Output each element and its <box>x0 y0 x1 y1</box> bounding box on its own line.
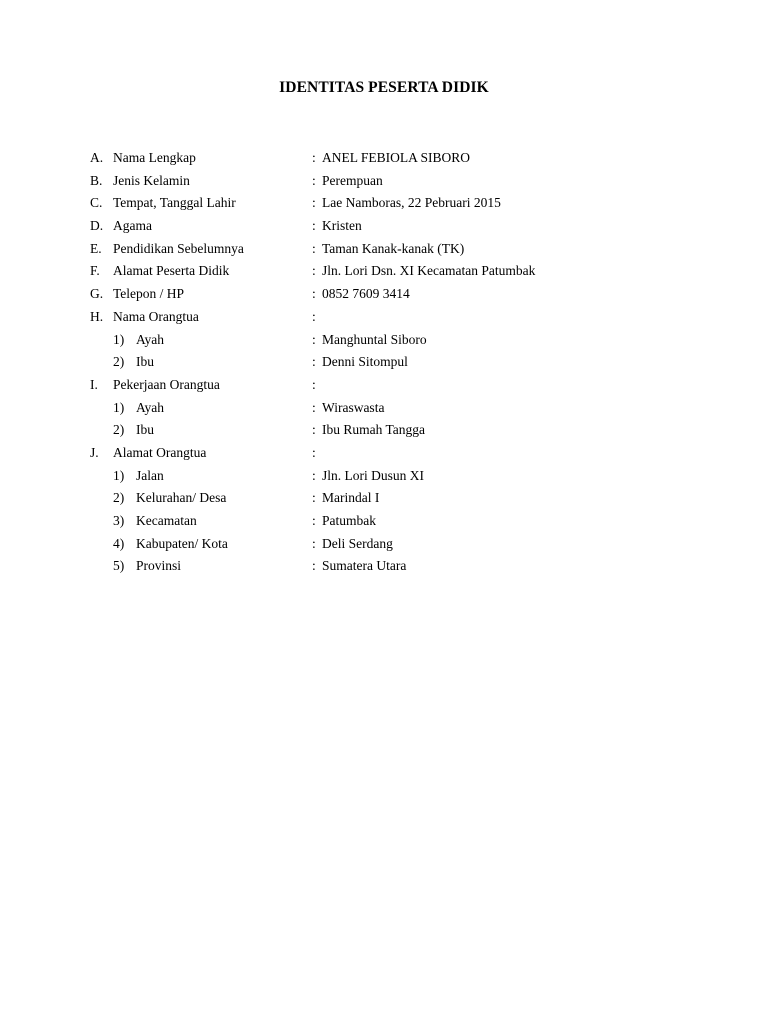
row-value: Denni Sitompul <box>322 354 408 370</box>
row-marker: 4) <box>113 535 125 551</box>
row-separator: : <box>312 513 316 528</box>
row-marker: E. <box>90 240 102 256</box>
identity-subrow <box>0 329 768 352</box>
row-value: Perempuan <box>322 172 383 188</box>
row-label: Nama Lengkap <box>113 150 196 165</box>
row-label: Ibu <box>136 422 154 438</box>
identity-subrow <box>0 419 768 442</box>
row-marker: 1) <box>113 399 125 415</box>
row-separator: : <box>312 422 316 438</box>
row-value: 0852 7609 3414 <box>322 286 410 302</box>
row-marker: 2) <box>113 490 125 506</box>
row-separator: : <box>312 286 316 302</box>
row-marker: I. <box>90 376 98 392</box>
row-label: Jenis Kelamin <box>113 172 190 188</box>
identity-row <box>0 170 768 193</box>
row-label: Ibu <box>136 354 154 370</box>
identity-row <box>0 192 768 215</box>
row-marker: A. <box>90 150 104 165</box>
identity-row <box>0 260 768 283</box>
row-value: Marindal I <box>322 490 380 506</box>
row-value: Kristen <box>322 218 362 234</box>
row-marker: H. <box>90 308 104 324</box>
row-marker: 1) <box>113 467 125 483</box>
row-separator: : <box>312 172 316 188</box>
row-separator: : <box>312 354 316 370</box>
row-label: Kecamatan <box>136 513 197 528</box>
row-separator: : <box>312 263 316 279</box>
identity-subrow <box>0 397 768 420</box>
row-marker: J. <box>90 444 99 460</box>
row-marker: 3) <box>113 513 125 528</box>
row-marker: B. <box>90 172 103 188</box>
row-label: Ayah <box>136 399 165 415</box>
identity-subrow <box>0 487 768 510</box>
identity-subrow <box>0 465 768 488</box>
row-label: Nama Orangtua <box>113 308 199 324</box>
row-value: Jln. Lori Dusun XI <box>322 467 424 483</box>
row-value: Manghuntal Siboro <box>322 331 427 347</box>
identity-row <box>0 215 768 238</box>
identity-subrow <box>0 555 768 578</box>
row-value: Deli Serdang <box>322 535 393 551</box>
identity-row <box>0 374 768 397</box>
row-label: Ayah <box>136 331 165 347</box>
row-label: Alamat Peserta Didik <box>113 263 230 279</box>
row-separator: : <box>312 195 316 211</box>
identity-subrow <box>0 510 768 533</box>
row-label: Telepon / HP <box>113 286 185 302</box>
row-separator: : <box>312 467 316 483</box>
row-separator: : <box>312 150 316 165</box>
row-marker: G. <box>90 286 104 302</box>
page-title: IDENTITAS PESERTA DIDIK <box>279 79 489 96</box>
row-separator: : <box>312 444 316 460</box>
row-label: Agama <box>113 218 152 234</box>
row-marker: 2) <box>113 422 125 438</box>
identity-subrow <box>0 533 768 556</box>
row-label: Kelurahan/ Desa <box>136 490 227 506</box>
row-label: Pekerjaan Orangtua <box>113 376 220 392</box>
identity-row <box>0 147 768 170</box>
row-value: Ibu Rumah Tangga <box>322 422 426 438</box>
row-value: Jln. Lori Dsn. XI Kecamatan Patumbak <box>322 263 536 279</box>
row-label: Jalan <box>136 467 164 483</box>
identity-list <box>0 147 768 578</box>
row-value: Sumatera Utara <box>322 558 407 574</box>
row-value: ANEL FEBIOLA SIBORO <box>322 150 471 165</box>
identity-row <box>0 283 768 306</box>
row-label: Kabupaten/ Kota <box>136 535 228 551</box>
row-value: Lae Namboras, 22 Pebruari 2015 <box>322 195 501 211</box>
row-separator: : <box>312 558 316 574</box>
identity-row <box>0 306 768 329</box>
row-separator: : <box>312 240 316 256</box>
row-label: Pendidikan Sebelumnya <box>113 240 244 256</box>
row-marker: C. <box>90 195 103 211</box>
identity-row <box>0 442 768 465</box>
row-marker: 2) <box>113 354 125 370</box>
row-label: Provinsi <box>136 558 182 574</box>
row-separator: : <box>312 399 316 415</box>
row-value: Wiraswasta <box>322 399 385 415</box>
row-label: Alamat Orangtua <box>113 444 207 460</box>
row-marker: D. <box>90 218 104 234</box>
row-value: Patumbak <box>322 513 376 528</box>
row-marker: 5) <box>113 558 125 574</box>
row-separator: : <box>312 308 316 324</box>
row-label: Tempat, Tanggal Lahir <box>113 195 236 211</box>
row-separator: : <box>312 376 316 392</box>
row-separator: : <box>312 331 316 347</box>
row-separator: : <box>312 535 316 551</box>
row-marker: 1) <box>113 331 125 347</box>
row-marker: F. <box>90 263 100 279</box>
identity-row <box>0 238 768 261</box>
row-value: Taman Kanak-kanak (TK) <box>322 240 465 256</box>
row-separator: : <box>312 490 316 506</box>
row-separator: : <box>312 218 316 234</box>
identity-subrow <box>0 351 768 374</box>
